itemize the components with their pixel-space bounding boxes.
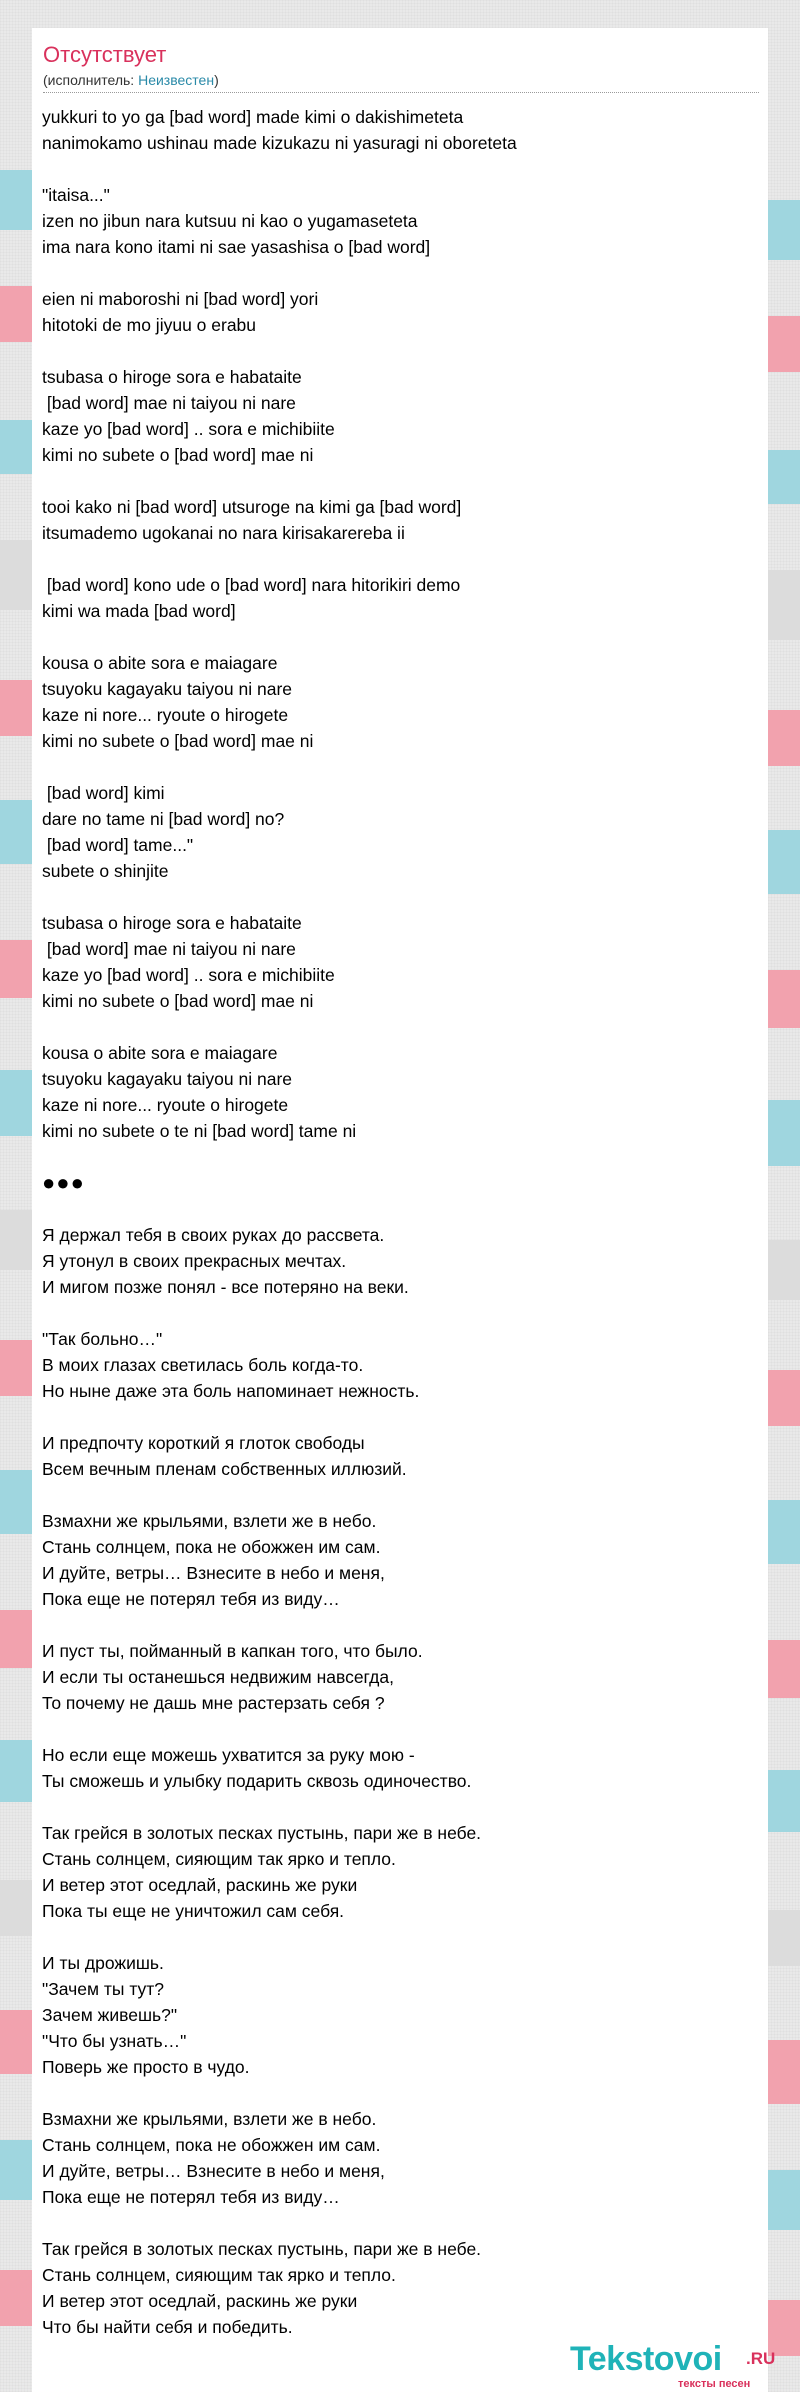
song-title: Отсутствует [43,42,167,67]
lyric-line: И ты дрожишь. [42,1953,164,1973]
lyric-line: Так грейся в золотых песках пустынь, пари же в небе. [42,2239,482,2259]
decorative-stripe [0,1070,32,1136]
lyric-line: Взмахни же крыльями, взлети же в небо. [42,1511,377,1531]
lyric-line: То почему не дашь мне растерзать себя ? [42,1693,385,1713]
stanza-gap [42,546,758,572]
stanza-gap [42,1794,758,1820]
lyric-line: [bad word] mae ni taiyou ni nare [42,939,296,959]
lyric-line: kimi no subete o [bad word] mae ni [42,731,314,751]
lyric-line: И пуст ты, пойманный в капкан того, что было. [42,1641,423,1661]
lyric-line: "itaisa..." [42,185,110,205]
stanza-gap [42,1716,758,1742]
lyric-line: И ветер этот оседлай, раскинь же руки [42,2291,358,2311]
stanza-gap [42,156,758,182]
lyric-line: kimi no subete o [bad word] mae ni [42,445,314,465]
stanza-gap [42,1144,758,1170]
lyric-line: Поверь же просто в чудо. [42,2057,250,2077]
decorative-stripe [768,830,800,894]
lyric-line: Но если еще можешь ухватится за руку мою - [42,1745,415,1765]
logo-tld: .RU [746,2349,776,2368]
decorative-stripe [0,420,32,474]
lyric-line: Всем вечным пленам собственных иллюзий. [42,1459,407,1479]
decorative-stripe [0,1340,32,1396]
lyrics-page [32,28,776,2392]
lyric-line: kaze yo [bad word] .. sora e michibiite [42,419,335,439]
lyric-line: Взмахни же крыльями, взлети же в небо. [42,2109,377,2129]
lyric-line: Я держал тебя в своих руках до рассвета. [42,1225,385,1245]
lyric-line: Пока еще не потерял тебя из виду… [42,2187,340,2207]
stanza-gap [42,2080,758,2106]
lyric-line: [bad word] kimi [42,783,165,803]
decorative-stripe [0,286,32,342]
lyric-line: "Так больно…" [42,1329,163,1349]
decorative-stripe [768,450,800,504]
section-separator: ●●● [42,1170,85,1195]
stanza-gap [42,1482,758,1508]
lyric-line: [bad word] kono ude o [bad word] nara hitorikiri demo [42,575,461,595]
decorative-stripe [0,1470,32,1534]
lyric-line: kimi no subete o [bad word] mae ni [42,991,314,1011]
lyric-line: kousa o abite sora e maiagare [42,1043,278,1063]
lyric-line: И ветер этот оседлай, раскинь же руки [42,1875,358,1895]
lyric-line: Стань солнцем, сияющим так ярко и тепло. [42,2265,396,2285]
lyric-line: "Зачем ты тут? [42,1979,165,1999]
lyric-line: tooi kako ni [bad word] utsuroge na kimi ga [bad word] [42,497,462,517]
lyric-line: И дуйте, ветры… Взнесите в небо и меня, [42,1563,385,1583]
decorative-stripe [768,2300,800,2356]
lyric-line: Стань солнцем, пока не обожжен им сам. [42,1537,381,1557]
decorative-stripe [0,1880,32,1936]
decorative-stripe [768,710,800,766]
logo-tagline: тексты песен [678,2378,751,2390]
decorative-stripe [768,2170,800,2230]
lyric-line: И мигом позже понял - все потеряно на веки. [42,1277,409,1297]
lyric-line: Что бы найти себя и победить. [42,2317,293,2337]
decorative-stripe [768,1500,800,1564]
lyric-line: kousa o abite sora e maiagare [42,653,278,673]
lyric-line: Пока еще не потерял тебя из виду… [42,1589,340,1609]
decorative-stripe [768,1100,800,1166]
artist-suffix: ) [214,72,219,88]
logo-name: Tekstovoi [570,2340,722,2378]
decorative-stripe [0,800,32,864]
lyric-line: izen no jibun nara kutsuu ni kao o yugamaseteta [42,211,418,231]
lyric-line: Зачем живешь?" [42,2005,178,2025]
artist-line [43,72,219,88]
decorative-stripe [768,1370,800,1426]
lyric-line: kaze yo [bad word] .. sora e michibiite [42,965,335,985]
decorative-stripe [0,680,32,736]
lyric-line: ima nara kono itami ni sae yasashisa o [bad word] [42,237,431,257]
lyric-line: kimi wa mada [bad word] [42,601,236,621]
decorative-stripe [768,1910,800,1966]
site-logo[interactable] [570,2340,776,2390]
lyric-line: [bad word] tame..." [42,835,194,855]
decorative-stripe [768,316,800,372]
stanza-gap [42,1612,758,1638]
lyric-line: Но ныне даже эта боль напоминает нежность. [42,1381,420,1401]
decorative-stripe [0,1610,32,1668]
lyric-line: hitotoki de mo jiyuu o erabu [42,315,257,335]
lyric-line: subete o shinjite [42,861,169,881]
lyric-line: tsuyoku kagayaku taiyou ni nare [42,1069,293,1089]
decorative-stripe [0,1740,32,1802]
lyric-line: И дуйте, ветры… Взнесите в небо и меня, [42,2161,385,2181]
decorative-stripe [0,540,32,610]
lyric-line: itsumademo ugokanai no nara kirisakarereba ii [42,523,405,543]
lyric-line: Пока ты еще не уничтожил сам себя. [42,1901,345,1921]
decorative-stripe [0,1210,32,1270]
stanza-gap [42,1300,758,1326]
stanza-gap [42,624,758,650]
decorative-stripe [768,1640,800,1698]
stanza-gap [42,338,758,364]
decorative-stripe [0,940,32,998]
lyric-line: tsubasa o hiroge sora e habataite [42,913,302,933]
stanza-gap [42,260,758,286]
lyric-line: nanimokamo ushinau made kizukazu ni yasuragi ni oboreteta [42,133,517,153]
stanza-gap [42,468,758,494]
lyric-line: [bad word] mae ni taiyou ni nare [42,393,296,413]
stanza-gap [42,1404,758,1430]
lyric-line: kaze ni nore... ryoute o hirogete [42,705,289,725]
lyric-line: tsuyoku kagayaku taiyou ni nare [42,679,293,699]
lyric-line: yukkuri to yo ga [bad word] made kimi o dakishimeteta [42,107,464,127]
lyric-line: dare no tame ni [bad word] no? [42,809,285,829]
lyric-line: Так грейся в золотых песках пустынь, пари же в небе. [42,1823,482,1843]
stanza-gap [42,1924,758,1950]
decorative-stripe [768,200,800,260]
lyric-line: kimi no subete o te ni [bad word] tame ni [42,1121,357,1141]
decorative-stripe [768,1240,800,1300]
decorative-stripe [768,1770,800,1832]
lyric-line: И если ты останешься недвижим навсегда, [42,1667,394,1687]
header-divider [43,92,759,93]
lyric-line: eien ni maboroshi ni [bad word] yori [42,289,319,309]
lyric-line: Я утонул в своих прекрасных мечтах. [42,1251,347,1271]
stanza-gap [42,884,758,910]
lyric-line: tsubasa o hiroge sora e habataite [42,367,302,387]
lyric-line: kaze ni nore... ryoute o hirogete [42,1095,289,1115]
lyric-line: В моих глазах светилась боль когда-то. [42,1355,364,1375]
decorative-stripe [768,2040,800,2104]
artist-link[interactable]: Неизвестен [138,72,215,88]
stanza-gap [42,1014,758,1040]
lyric-line: Стань солнцем, пока не обожжен им сам. [42,2135,381,2155]
decorative-stripe [768,970,800,1028]
artist-prefix: (исполнитель: [43,72,139,88]
decorative-stripe [0,2010,32,2074]
lyric-line: И предпочту короткий я глоток свободы [42,1433,365,1453]
lyrics-text [42,104,758,2340]
decorative-stripe [0,170,32,230]
decorative-stripe [0,2140,32,2200]
lyric-line: Стань солнцем, сияющим так ярко и тепло. [42,1849,396,1869]
decorative-stripe [0,2270,32,2326]
decorative-stripe [768,570,800,640]
stanza-gap [42,754,758,780]
lyric-line: "Что бы узнать…" [42,2031,187,2051]
stanza-gap [42,1196,758,1222]
stanza-gap [42,2210,758,2236]
lyric-line: Ты сможешь и улыбку подарить сквозь одиночество. [42,1771,472,1791]
